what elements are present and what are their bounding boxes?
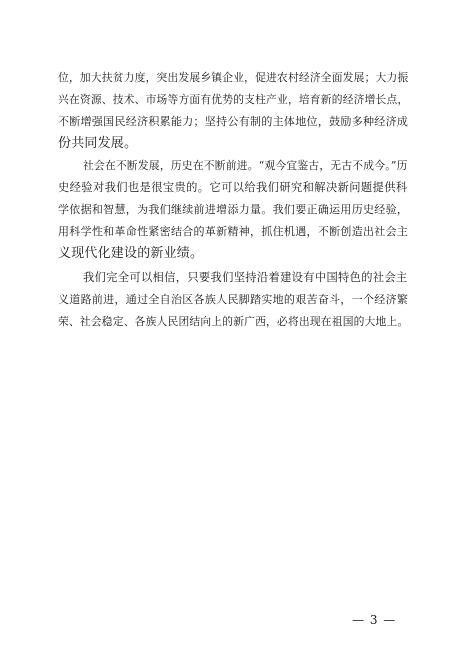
paragraph-1-line-1: 位，加大扶贫力度，突出发展乡镇企业，促进农村经济全面发展；大力振 bbox=[58, 71, 409, 84]
paragraph-1-line-2: 兴在资源、技术、市场等方面有优势的支柱产业，培育新的经济增长点， bbox=[58, 93, 409, 106]
paragraph-1-line-4: 份共同发展。 bbox=[58, 136, 138, 151]
paragraph-2-line-2: 史经验对我们也是很宝贵的。它可以给我们研究和解决新问题提供科 bbox=[58, 181, 408, 194]
paragraph-3-line-2: 义道路前进，通过全自治区各族人民脚踏实地的艰苦奋斗，一个经济繁 bbox=[58, 293, 409, 306]
page-number: — 3 — bbox=[352, 613, 397, 627]
paragraph-1-line-3: 不断增强国民经济积累能力；坚持公有制的主体地位，鼓励多种经济成 bbox=[58, 115, 409, 128]
paragraph-3-line-1: 我们完全可以相信，只要我们坚持沿着建设有中国特色的社会主 bbox=[83, 271, 408, 284]
paragraph-2-line-4: 用科学性和革命性紧密结合的革新精神，抓住机遇，不断创造出社会主 bbox=[58, 225, 409, 238]
paragraph-2-line-3: 学依据和智慧，为我们继续前进增添力量。我们要正确运用历史经验， bbox=[58, 203, 409, 216]
paragraph-3-line-3: 荣、社会稳定、各族人民团结向上的新广西，必将出现在祖国的大地上。 bbox=[58, 315, 409, 328]
paragraph-2-line-5: 义现代化建设的新业绩。 bbox=[58, 246, 204, 261]
paragraph-2-line-1: 社会在不断发展，历史在不断前进。“观今宜鉴古，无古不成今。”历 bbox=[83, 159, 408, 172]
